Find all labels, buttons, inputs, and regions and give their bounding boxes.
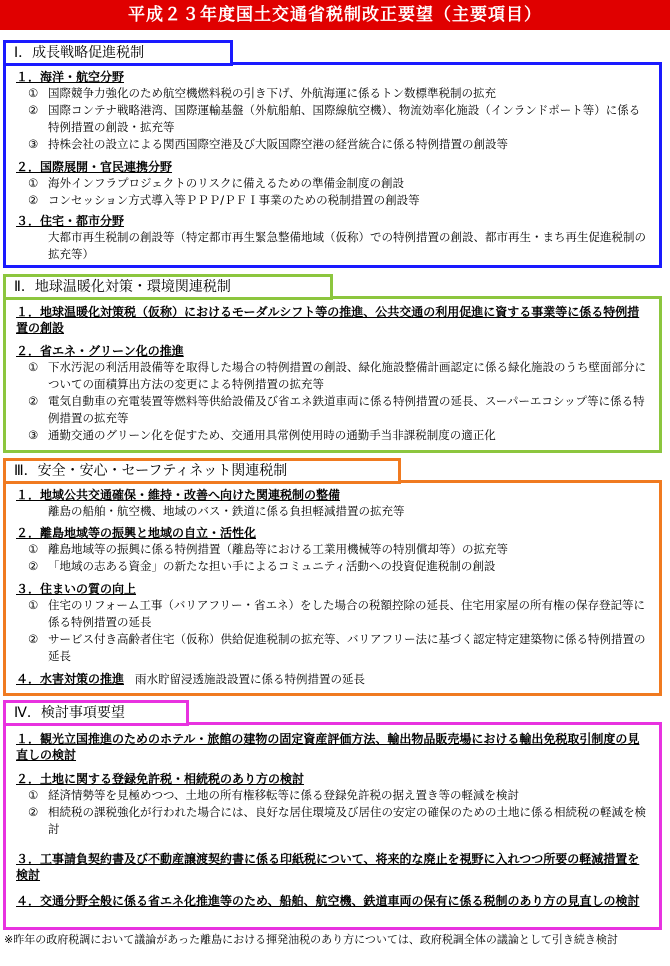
list-item: ① 離島地域等の振興に係る特例措置（離島等における工業用機械等の特別償却等）の拡充等 — [28, 542, 508, 556]
s4-heading-1: １．観光立国推進のためのホテル・旅館の建物の固定資産評価方法、輸出物品販売場における輸出免税取引制度の見直しの検討 — [16, 732, 640, 762]
s3-heading-2: ２．離島地域等の振興と地域の自立・活性化 — [16, 526, 257, 540]
footnote: ※昨年の政府税調において議論があった離島における揮発油税のあり方については、政府税調全体の議論として引き続き検討 — [4, 933, 618, 946]
s3-heading-3: ３．住まいの質の向上 — [16, 582, 137, 596]
list-item: ① 海外インフラプロジェクトのリスクに備えるための準備金制度の創設 — [28, 176, 405, 190]
s4-heading-4: ４．交通分野全般に係る省エネ化推進等のため、船舶、航空機、鉄道車両の保有に係る税制のあり方の見直しの検討 — [16, 894, 640, 908]
s3-heading-4: ４．水害対策の推進 — [16, 672, 125, 686]
s1-text-3: 大都市再生税制の創設等（特定都市再生緊急整備地域（仮称）での特例措置の創設、都市再生・まち再生促進税制の拡充等） — [48, 230, 646, 261]
s1-heading-1: １．海洋・航空分野 — [16, 70, 125, 84]
list-item: ① 国際競争力強化のため航空機燃料税の引き下げ、外航海運に係るトン数標準税制の拡充 — [28, 86, 497, 100]
list-item: ② サービス付き高齢者住宅（仮称）供給促進税制の拡充等、バリアフリー法に基づく認定特定建築物に係る特例措置の延長 — [28, 632, 646, 663]
list-item: ③ 通勤交通のグリーン化を促すため、交通用具常例使用時の通勤手当非課税制度の適正化 — [28, 428, 496, 442]
section-1-tab: Ⅰ．成長戦略促進税制 — [3, 40, 233, 66]
section-4-tab: Ⅳ．検討事項要望 — [3, 700, 189, 726]
list-item: ① 住宅のリフォーム工事（バリアフリー・省エネ）をした場合の税額控除の延長、住宅用家屋の所有権の保存登記等に係る特例措置の延長 — [28, 598, 645, 629]
list-item: ① 経済情勢等を見極めつつ、土地の所有権移転等に係る登録免許税の据え置き等の軽減を検討 — [28, 788, 520, 802]
s4-heading-2: ２．土地に関する登録免許税・相続税のあり方の検討 — [16, 772, 305, 786]
list-item: ② 国際コンテナ戦略港湾、国際運輸基盤（外航船舶、国際線航空機）、物流効率化施設（インランドポート等）に係る特例措置の創設・拡充等 — [28, 103, 641, 134]
list-item: ② コンセッション方式導入等ＰＰＰ/ＰＦＩ事業のための税制措置の創設等 — [28, 193, 420, 207]
section-3-box — [3, 480, 662, 696]
section-2-box — [3, 296, 662, 453]
section-2-tab: Ⅱ．地球温暖化対策・環境関連税制 — [3, 274, 333, 300]
s3-row-4 — [6, 671, 659, 688]
list-item: ② 「地域の志ある資金」の新たな担い手によるコミュニティ活動への投資促進税制の創設 — [28, 559, 496, 573]
section-3-tab: Ⅲ．安全・安心・セーフティネット関連税制 — [3, 458, 401, 484]
s1-heading-2: ２．国際展開・官民連携分野 — [16, 160, 173, 174]
s3-text-1: 離島の船舶・航空機、地域のバス・鉄道に係る負担軽減措置の拡充等 — [48, 504, 405, 518]
s2-heading-2: ２．省エネ・グリーン化の推進 — [16, 344, 184, 358]
list-item: ② 相続税の課税強化が行われた場合には、良好な居住環境及び居住の安定の確保のための土地に係る相続税の軽減を検討 — [28, 805, 646, 836]
s3-heading-1: １．地域公共交通確保・維持・改善へ向けた関連税制の整備 — [16, 488, 341, 502]
section-1-box — [3, 62, 662, 268]
list-item: ③ 持株会社の設立による関西国際空港及び大阪国際空港の経営統合に係る特例措置の創設等 — [28, 137, 508, 151]
s2-heading-1: １．地球温暖化対策税（仮称）におけるモーダルシフト等の推進、公共交通の利用促進に資する事業等に係る特例措置の創設 — [16, 305, 640, 335]
s1-heading-3: ３．住宅・都市分野 — [16, 214, 125, 228]
s3-text-4: 雨水貯留浸透施設設置に係る特例措置の延長 — [134, 672, 365, 686]
section-4-box — [3, 722, 662, 930]
list-item: ② 電気自動車の充電装置等燃料等供給設備及び省エネ鉄道車両に係る特例措置の延長、スーパーエコシップ等に係る特例措置の拡充等 — [28, 394, 645, 425]
s4-heading-3: ３．工事請負契約書及び不動産譲渡契約書に係る印紙税について、将来的な廃止を視野に入れつつ所要の軽減措置を検討 — [16, 852, 640, 882]
page-title: 平成２３年度国土交通省税制改正要望（主要項目） — [0, 0, 670, 30]
list-item: ① 下水汚泥の利活用設備等を取得した場合の特例措置の創設、緑化施設整備計画認定に係る緑化施設のうち壁面部分についての面積算出方法の変更による特例措置の拡充等 — [28, 360, 646, 391]
